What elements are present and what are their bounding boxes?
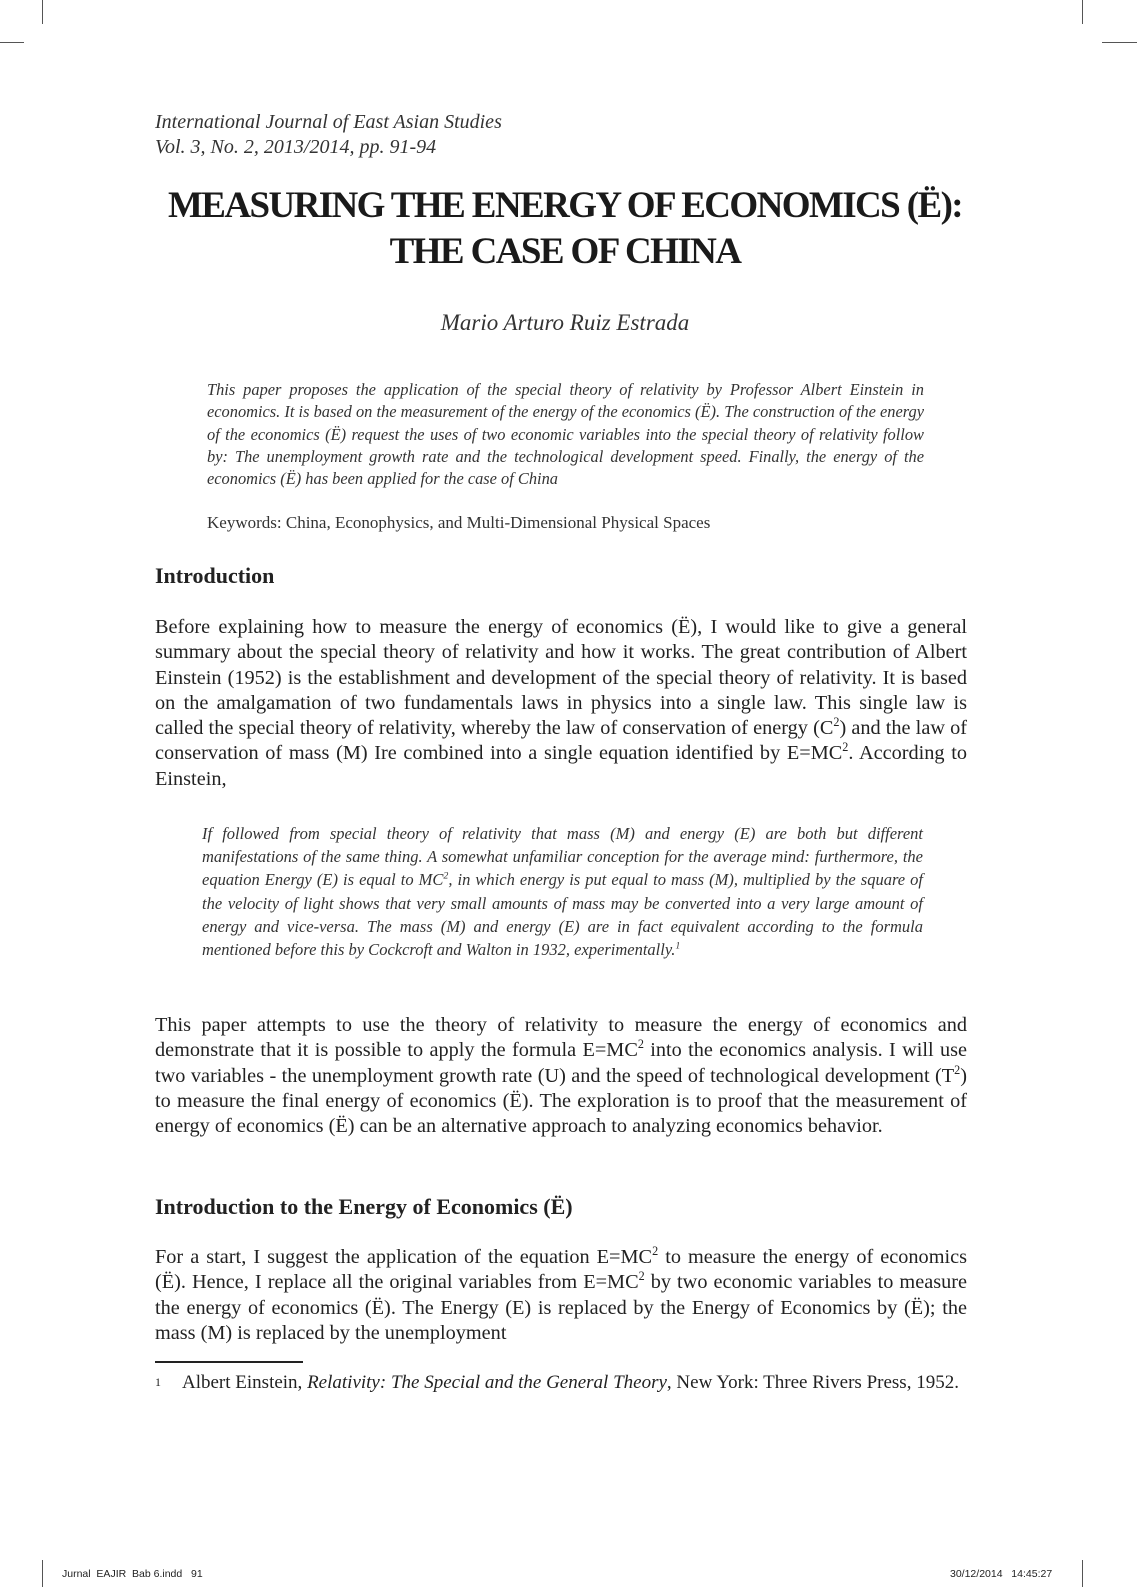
superscript: 2 (954, 1062, 961, 1077)
quote-text: If followed from special theory of relativity that mass (M) and energy (E) are both but different manifestations of the same thing. A somewhat unfamiliar conception for the average mind: furthermore, the equation Energy (E) is equal to MC (202, 824, 923, 890)
section-heading-introduction: Introduction (155, 563, 275, 588)
footnote-reference[interactable]: 1 (675, 940, 681, 952)
body-paragraph (155, 1245, 967, 1346)
footnote (155, 1370, 967, 1395)
journal-issue: Vol. 3, No. 2, 2013/2014, pp. 91-94 (155, 136, 437, 158)
superscript: 2 (833, 715, 840, 730)
crop-mark (42, 0, 43, 24)
journal-name: International Journal of East Asian Studies (155, 111, 502, 133)
section-heading-energy-of-economics: Introduction to the Energy of Economics (Ë) (155, 1194, 573, 1219)
paragraph-text: by two economic variables to measure the energy of economics (Ë). The Energy (E) is replaced by the Energy of Economics by (Ë); the mass (M) is replaced by the unemployment (155, 1271, 967, 1344)
author-name: Mario Arturo Ruiz Estrada (440, 310, 690, 335)
title-line-2: THE CASE OF CHINA (389, 231, 741, 272)
paragraph-text: Before explaining how to measure the energy of economics (Ë), I would like to give a general summary about the special theory of relativity and how it works. The great contribution of Albert Einstein (1952) is the establishment and development of the special theory of relativity. It is based on the amalgamation of two fundamentals laws in physics into a single law. This single law is called the special theory of relativity, whereby the law of conservation of energy (C (155, 616, 967, 740)
superscript: 2 (443, 870, 449, 882)
paragraph-text: For a start, I suggest the application of the equation E=MC (155, 1246, 653, 1268)
crop-mark (1102, 42, 1137, 43)
journal-header (155, 110, 502, 160)
footnote-publisher: , New York: Three Rivers Press, 1952. (666, 1372, 959, 1393)
superscript: 2 (652, 1244, 659, 1259)
slug-timestamp: 30/12/2014 14:45:27 (950, 1568, 1053, 1580)
paragraph-text: ) and the law of conservation of mass (M) Ire combined into a single equation identified by E=MC (155, 717, 967, 765)
slug-file-info: Jurnal EAJIR Bab 6.indd 91 (62, 1568, 203, 1580)
body-paragraph (155, 615, 967, 792)
crop-mark (0, 42, 24, 43)
paragraph-text: to measure the energy of economics (Ë). Hence, I replace all the original variables from E=MC (155, 1246, 968, 1294)
footnote-book-title: Relativity: The Special and the General Theory (307, 1372, 667, 1393)
superscript: 2 (842, 740, 849, 755)
crop-mark (1082, 0, 1083, 24)
paragraph-text: into the economics analysis. I will use two variables - the unemployment growth rate (U) and the speed of technological development (T (155, 1039, 967, 1087)
footnote-author: Albert Einstein, (182, 1372, 308, 1393)
footnote-text (182, 1370, 967, 1395)
block-quote (202, 822, 923, 961)
footnote-divider (155, 1361, 303, 1363)
body-paragraph (155, 1013, 967, 1139)
footnote-number: 1 (155, 1375, 161, 1389)
paragraph-text: This paper attempts to use the theory of relativity to measure the energy of economics and demonstrate that it is possible to apply the formula E=MC (155, 1014, 967, 1062)
paper-title (150, 183, 980, 275)
abstract: This paper proposes the application of the special theory of relativity by Professor Albert Einstein in economics. It is based on the measurement of the energy of the economics (Ë). The construction of the energy of the economics (Ë) request the uses of two economic variables into the special theory of relativity follow by: The unemployment growth rate and the technological development speed. Finally, the energy of the economics (Ë) has been applied for the case of China (207, 380, 924, 489)
crop-mark (1082, 1560, 1083, 1587)
paragraph-text: ) to measure the final energy of economics (Ë). The exploration is to proof that the measurement of energy of economics (Ë) can be an alternative approach to analyzing economics behavior. (155, 1064, 967, 1138)
superscript: 2 (637, 1037, 644, 1052)
superscript: 2 (638, 1269, 645, 1284)
keywords: Keywords: China, Econophysics, and Multi-Dimensional Physical Spaces (207, 513, 711, 532)
quote-text: , in which energy is put equal to mass (M), multiplied by the square of the velocity of light shows that very small amounts of mass may be converted into a very large amount of energy and vice-versa. The mass (M) and energy (E) are in fact equivalent according to the formula mentioned before this by Cockcroft and Walton in 1932, experimentally. (202, 870, 923, 960)
title-line-1: MEASURING THE ENERGY OF ECONOMICS (Ë): (167, 185, 963, 226)
paragraph-text: . According to Einstein, (155, 742, 967, 790)
crop-mark (42, 1560, 43, 1587)
